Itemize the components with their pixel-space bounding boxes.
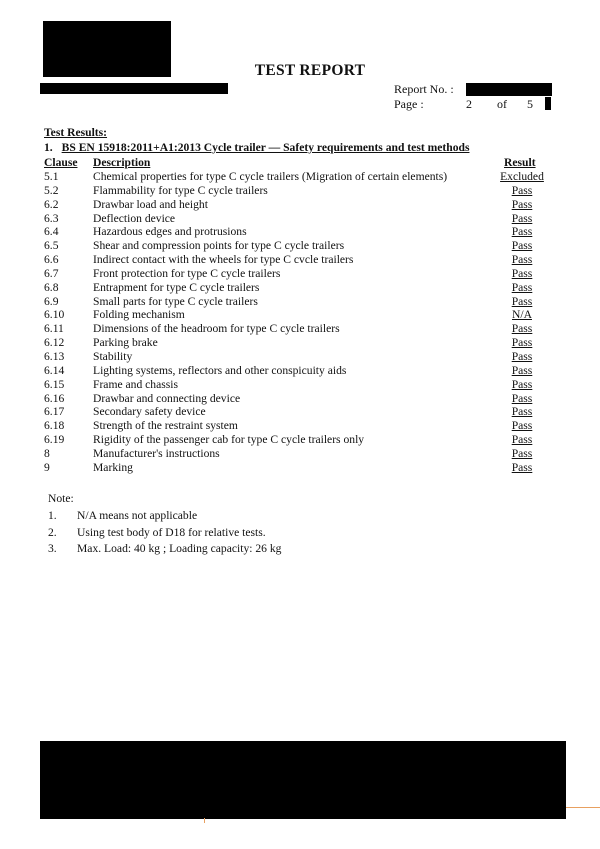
- note-text: N/A means not applicable: [77, 509, 198, 522]
- table-row: [0, 447, 600, 461]
- row-description: Chemical properties for type C cycle trailers (Migration of certain elements): [93, 170, 448, 183]
- row-result: Pass: [511, 419, 533, 433]
- row-description: Small parts for type C cycle trailers: [93, 294, 258, 308]
- row-result: Pass: [511, 197, 533, 211]
- table-row: [0, 322, 600, 336]
- table-row: [0, 184, 600, 198]
- row-clause: 6.12: [44, 336, 65, 350]
- row-clause: 6.8: [44, 280, 59, 294]
- row-clause: 6.3: [44, 211, 59, 225]
- page-title: TEST REPORT: [254, 62, 366, 79]
- row-clause: 6.14: [44, 363, 65, 377]
- row-description: Lighting systems, reflectors and other conspicuity aids: [93, 363, 347, 377]
- table-row: [0, 225, 600, 239]
- row-description: Indirect contact with the wheels for type C cvcle trailers: [93, 253, 354, 267]
- standard-number: 1.: [44, 141, 53, 154]
- row-clause: 6.15: [44, 377, 65, 391]
- note-number: 1.: [48, 509, 57, 522]
- table-row: [0, 295, 600, 309]
- row-description: Secondary safety device: [93, 405, 206, 419]
- row-description: Rigidity of the passenger cab for type C cycle trailers only: [93, 433, 365, 447]
- row-description: Drawbar load and height: [93, 197, 208, 211]
- row-description: Folding mechanism: [93, 308, 185, 322]
- row-description: Stability: [93, 349, 133, 363]
- row-clause: 6.7: [44, 266, 59, 280]
- row-result: Pass: [511, 349, 533, 363]
- row-clause: 6.10: [44, 308, 65, 322]
- row-result: Pass: [511, 433, 533, 447]
- redacted-company-line: [40, 83, 228, 94]
- table-row: [0, 405, 600, 419]
- footer-accent-line: [566, 807, 600, 808]
- row-result: Pass: [511, 336, 533, 350]
- table-row: [0, 170, 600, 184]
- table-row: [0, 212, 600, 226]
- table-row: [0, 336, 600, 350]
- note-text: Max. Load: 40 kg ; Loading capacity: 26 kg: [77, 542, 282, 555]
- page-current: 2: [466, 97, 472, 111]
- report-no-label: Report No. :: [394, 82, 454, 96]
- row-clause: 6.16: [44, 391, 65, 405]
- row-result: Pass: [511, 405, 533, 419]
- column-header-clause: Clause: [44, 156, 78, 169]
- table-row: [0, 281, 600, 295]
- row-result: N/A: [512, 308, 532, 322]
- page-label: Page :: [394, 97, 424, 111]
- redacted-page-number-box: [545, 97, 551, 110]
- row-result: Pass: [511, 446, 533, 460]
- row-clause: 6.6: [44, 253, 59, 267]
- column-header-result: Result: [504, 156, 536, 169]
- row-result: Pass: [511, 280, 533, 294]
- row-clause: 8: [44, 446, 50, 460]
- row-result: Pass: [511, 225, 533, 239]
- note-text: Using test body of D18 for relative tests.: [77, 525, 266, 539]
- table-row: [0, 198, 600, 212]
- row-description: Entrapment for type C cycle trailers: [93, 280, 260, 294]
- row-description: Manufacturer's instructions: [93, 446, 220, 460]
- row-clause: 6.17: [44, 405, 65, 419]
- row-result: Pass: [511, 266, 533, 280]
- row-result: Pass: [511, 460, 533, 474]
- table-row: [0, 378, 600, 392]
- row-clause: 6.2: [44, 197, 59, 211]
- row-description: Hazardous edges and protrusions: [93, 225, 247, 239]
- row-result: Pass: [511, 253, 533, 267]
- row-clause: 9: [44, 460, 50, 474]
- row-description: Deflection device: [93, 211, 176, 225]
- row-result: Pass: [511, 211, 533, 225]
- row-result: Pass: [511, 363, 533, 377]
- row-description: Parking brake: [93, 336, 158, 350]
- row-clause: 6.18: [44, 419, 65, 433]
- table-row: [0, 253, 600, 267]
- note-number: 2.: [48, 525, 57, 539]
- row-clause: 5.2: [44, 183, 59, 197]
- results-table: [0, 170, 600, 475]
- column-header-description: Description: [93, 156, 151, 169]
- table-row: [0, 308, 600, 322]
- row-clause: 5.1: [44, 170, 59, 183]
- notes-title: Note:: [48, 492, 74, 505]
- table-row: [0, 392, 600, 406]
- redacted-report-number: [466, 83, 552, 96]
- redacted-footer: [40, 741, 566, 819]
- page-of: of: [497, 97, 507, 111]
- table-row: [0, 461, 600, 475]
- table-row: [0, 433, 600, 447]
- row-description: Strength of the restraint system: [93, 419, 238, 433]
- row-clause: 6.4: [44, 225, 59, 239]
- row-clause: 6.5: [44, 239, 59, 253]
- row-clause: 6.11: [44, 322, 64, 336]
- row-result: Pass: [511, 294, 533, 308]
- table-row: [0, 350, 600, 364]
- row-clause: 6.19: [44, 433, 65, 447]
- row-result: Excluded: [500, 170, 544, 183]
- standard-title: BS EN 15918:2011+A1:2013 Cycle trailer — Safety requirements and test methods: [61, 141, 470, 154]
- row-result: Pass: [511, 183, 533, 197]
- standard-line: [44, 141, 469, 154]
- table-row: [0, 364, 600, 378]
- row-clause: 6.13: [44, 349, 65, 363]
- page-total: 5: [527, 97, 533, 111]
- table-row: [0, 267, 600, 281]
- row-description: Flammability for type C cycle trailers: [93, 183, 268, 197]
- row-result: Pass: [511, 377, 533, 391]
- results-heading: Test Results:: [44, 126, 108, 139]
- row-description: Marking: [93, 460, 133, 474]
- table-row: [0, 239, 600, 253]
- row-clause: 6.9: [44, 294, 59, 308]
- table-row: [0, 419, 600, 433]
- row-description: Shear and compression points for type C cycle trailers: [93, 239, 345, 253]
- row-description: Front protection for type C cycle trailers: [93, 266, 281, 280]
- row-result: Pass: [511, 239, 533, 253]
- row-result: Pass: [511, 391, 533, 405]
- note-number: 3.: [48, 542, 57, 555]
- row-description: Drawbar and connecting device: [93, 391, 241, 405]
- row-description: Dimensions of the headroom for type C cycle trailers: [93, 322, 340, 336]
- footer-accent-tick: [204, 818, 205, 823]
- row-result: Pass: [511, 322, 533, 336]
- row-description: Frame and chassis: [93, 377, 179, 391]
